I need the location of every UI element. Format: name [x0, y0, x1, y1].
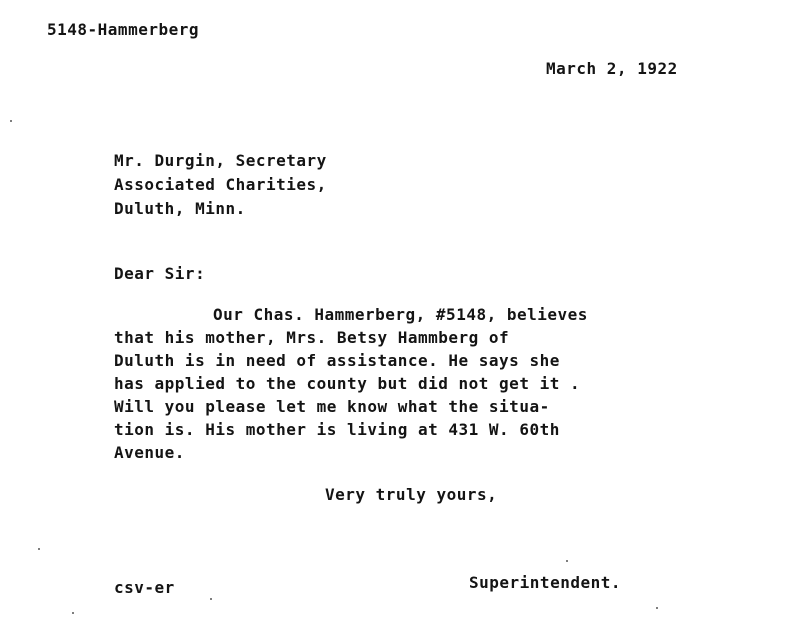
- scan-speck: [72, 612, 74, 614]
- recipient-line-2: Associated Charities,: [114, 175, 327, 194]
- scan-speck: [566, 560, 568, 562]
- scan-speck: [210, 598, 212, 600]
- scan-speck: [10, 120, 12, 122]
- body-line: tion is. His mother is living at 431 W. 60th: [114, 420, 560, 439]
- file-reference: 5148-Hammerberg: [47, 20, 199, 39]
- body-line: that his mother, Mrs. Betsy Hammberg of: [114, 328, 510, 347]
- recipient-line-3: Duluth, Minn.: [114, 199, 246, 218]
- body-line: Our Chas. Hammerberg, #5148, believes: [213, 305, 588, 324]
- salutation: Dear Sir:: [114, 264, 206, 283]
- body-line: Will you please let me know what the situa-: [114, 397, 550, 416]
- typist-initials: csv-er: [114, 578, 175, 597]
- letter-date: March 2, 1922: [546, 59, 678, 78]
- recipient-line-1: Mr. Durgin, Secretary: [114, 151, 327, 170]
- closing: Very truly yours,: [325, 485, 498, 504]
- scan-speck: [656, 607, 658, 609]
- body-line: Avenue.: [114, 443, 185, 462]
- signature-title: Superintendent.: [469, 573, 621, 592]
- body-line: has applied to the county but did not get it .: [114, 374, 581, 393]
- scan-speck: [38, 548, 40, 550]
- body-line: Duluth is in need of assistance. He says she: [114, 351, 560, 370]
